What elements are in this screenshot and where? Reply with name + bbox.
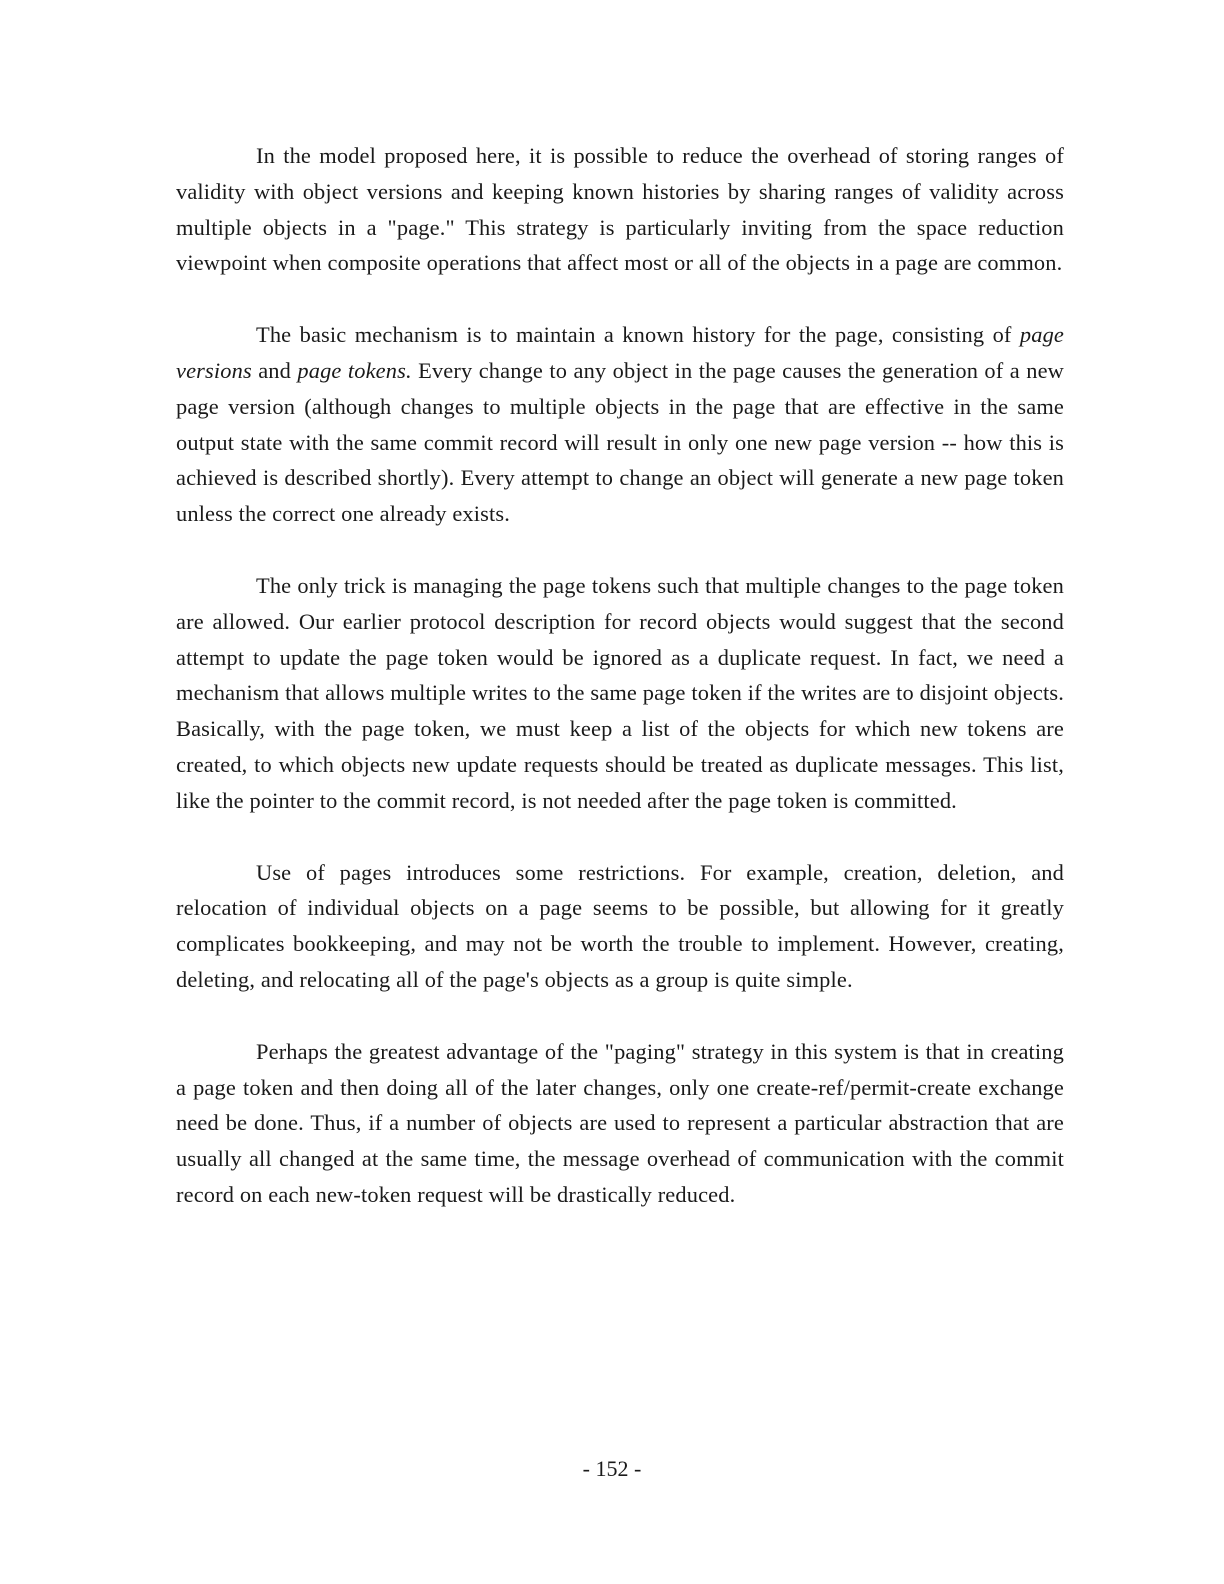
page-number: - 152 - (582, 1456, 642, 1481)
term-page-versions: page versions (176, 322, 1064, 383)
paragraph-2-text-start: The basic mechanism is to maintain a known history for the page, consisting of (256, 322, 1020, 348)
paragraph-4 (176, 855, 1064, 998)
paragraph-4-text: Use of pages introduces some restrictions. For example, creation, deletion, and relocation of individual objects on a page seems to be possible, but allowing for it greatly complicates bookkeeping, and may not be worth the trouble to implement. However, creating, deleting, and relocating all of the page's objects as a group is quite simple. (176, 859, 1064, 992)
paragraph-2-text-and: and (251, 357, 298, 383)
paragraph-3 (176, 568, 1064, 819)
paragraph-3-text: The only trick is managing the page tokens such that multiple changes to the page token are allowed. Our earlier protocol description for record objects would suggest that the second attempt to update the page token would be ignored as a duplicate request. In fact, we need a mechanism that allows multiple writes to the same page token if the writes are to disjoint objects. Basically, with the page token, we must keep a list of the objects for which new tokens are created, to which objects new update requests should be treated as duplicate messages. This list, like the pointer to the commit record, is not needed after the page token is committed. (176, 572, 1064, 813)
paragraph-1-text: In the model proposed here, it is possible to reduce the overhead of storing ranges of validity with object versions and keeping known histories by sharing ranges of validity across multiple objects in a "page." This strategy is particularly inviting from the space reduction viewpoint when composite operations that affect most or all of the objects in a page are common. (176, 143, 1064, 276)
document-body (176, 138, 1064, 1249)
term-page-tokens: page tokens. (297, 357, 412, 383)
paragraph-1 (176, 138, 1064, 281)
paragraph-2 (176, 317, 1064, 532)
paragraph-5-text: Perhaps the greatest advantage of the "paging" strategy in this system is that in creating a page token and then doing all of the later changes, only one create-ref/permit-create exchange need be done. Thus, if a number of objects are used to represent a particular abstraction that are usually all changed at the same time, the message overhead of communication with the commit record on each new-token request will be drastically reduced. (176, 1038, 1064, 1207)
paragraph-5 (176, 1034, 1064, 1213)
paragraph-2-text-end: Every change to any object in the page causes the generation of a new page version (although changes to multiple objects in the page that are effective in the same output state with the same commit record will result in only one new page version -- how this is achieved is described shortly). Every attempt to change an object will generate a new page token unless the correct one already exists. (176, 357, 1064, 527)
